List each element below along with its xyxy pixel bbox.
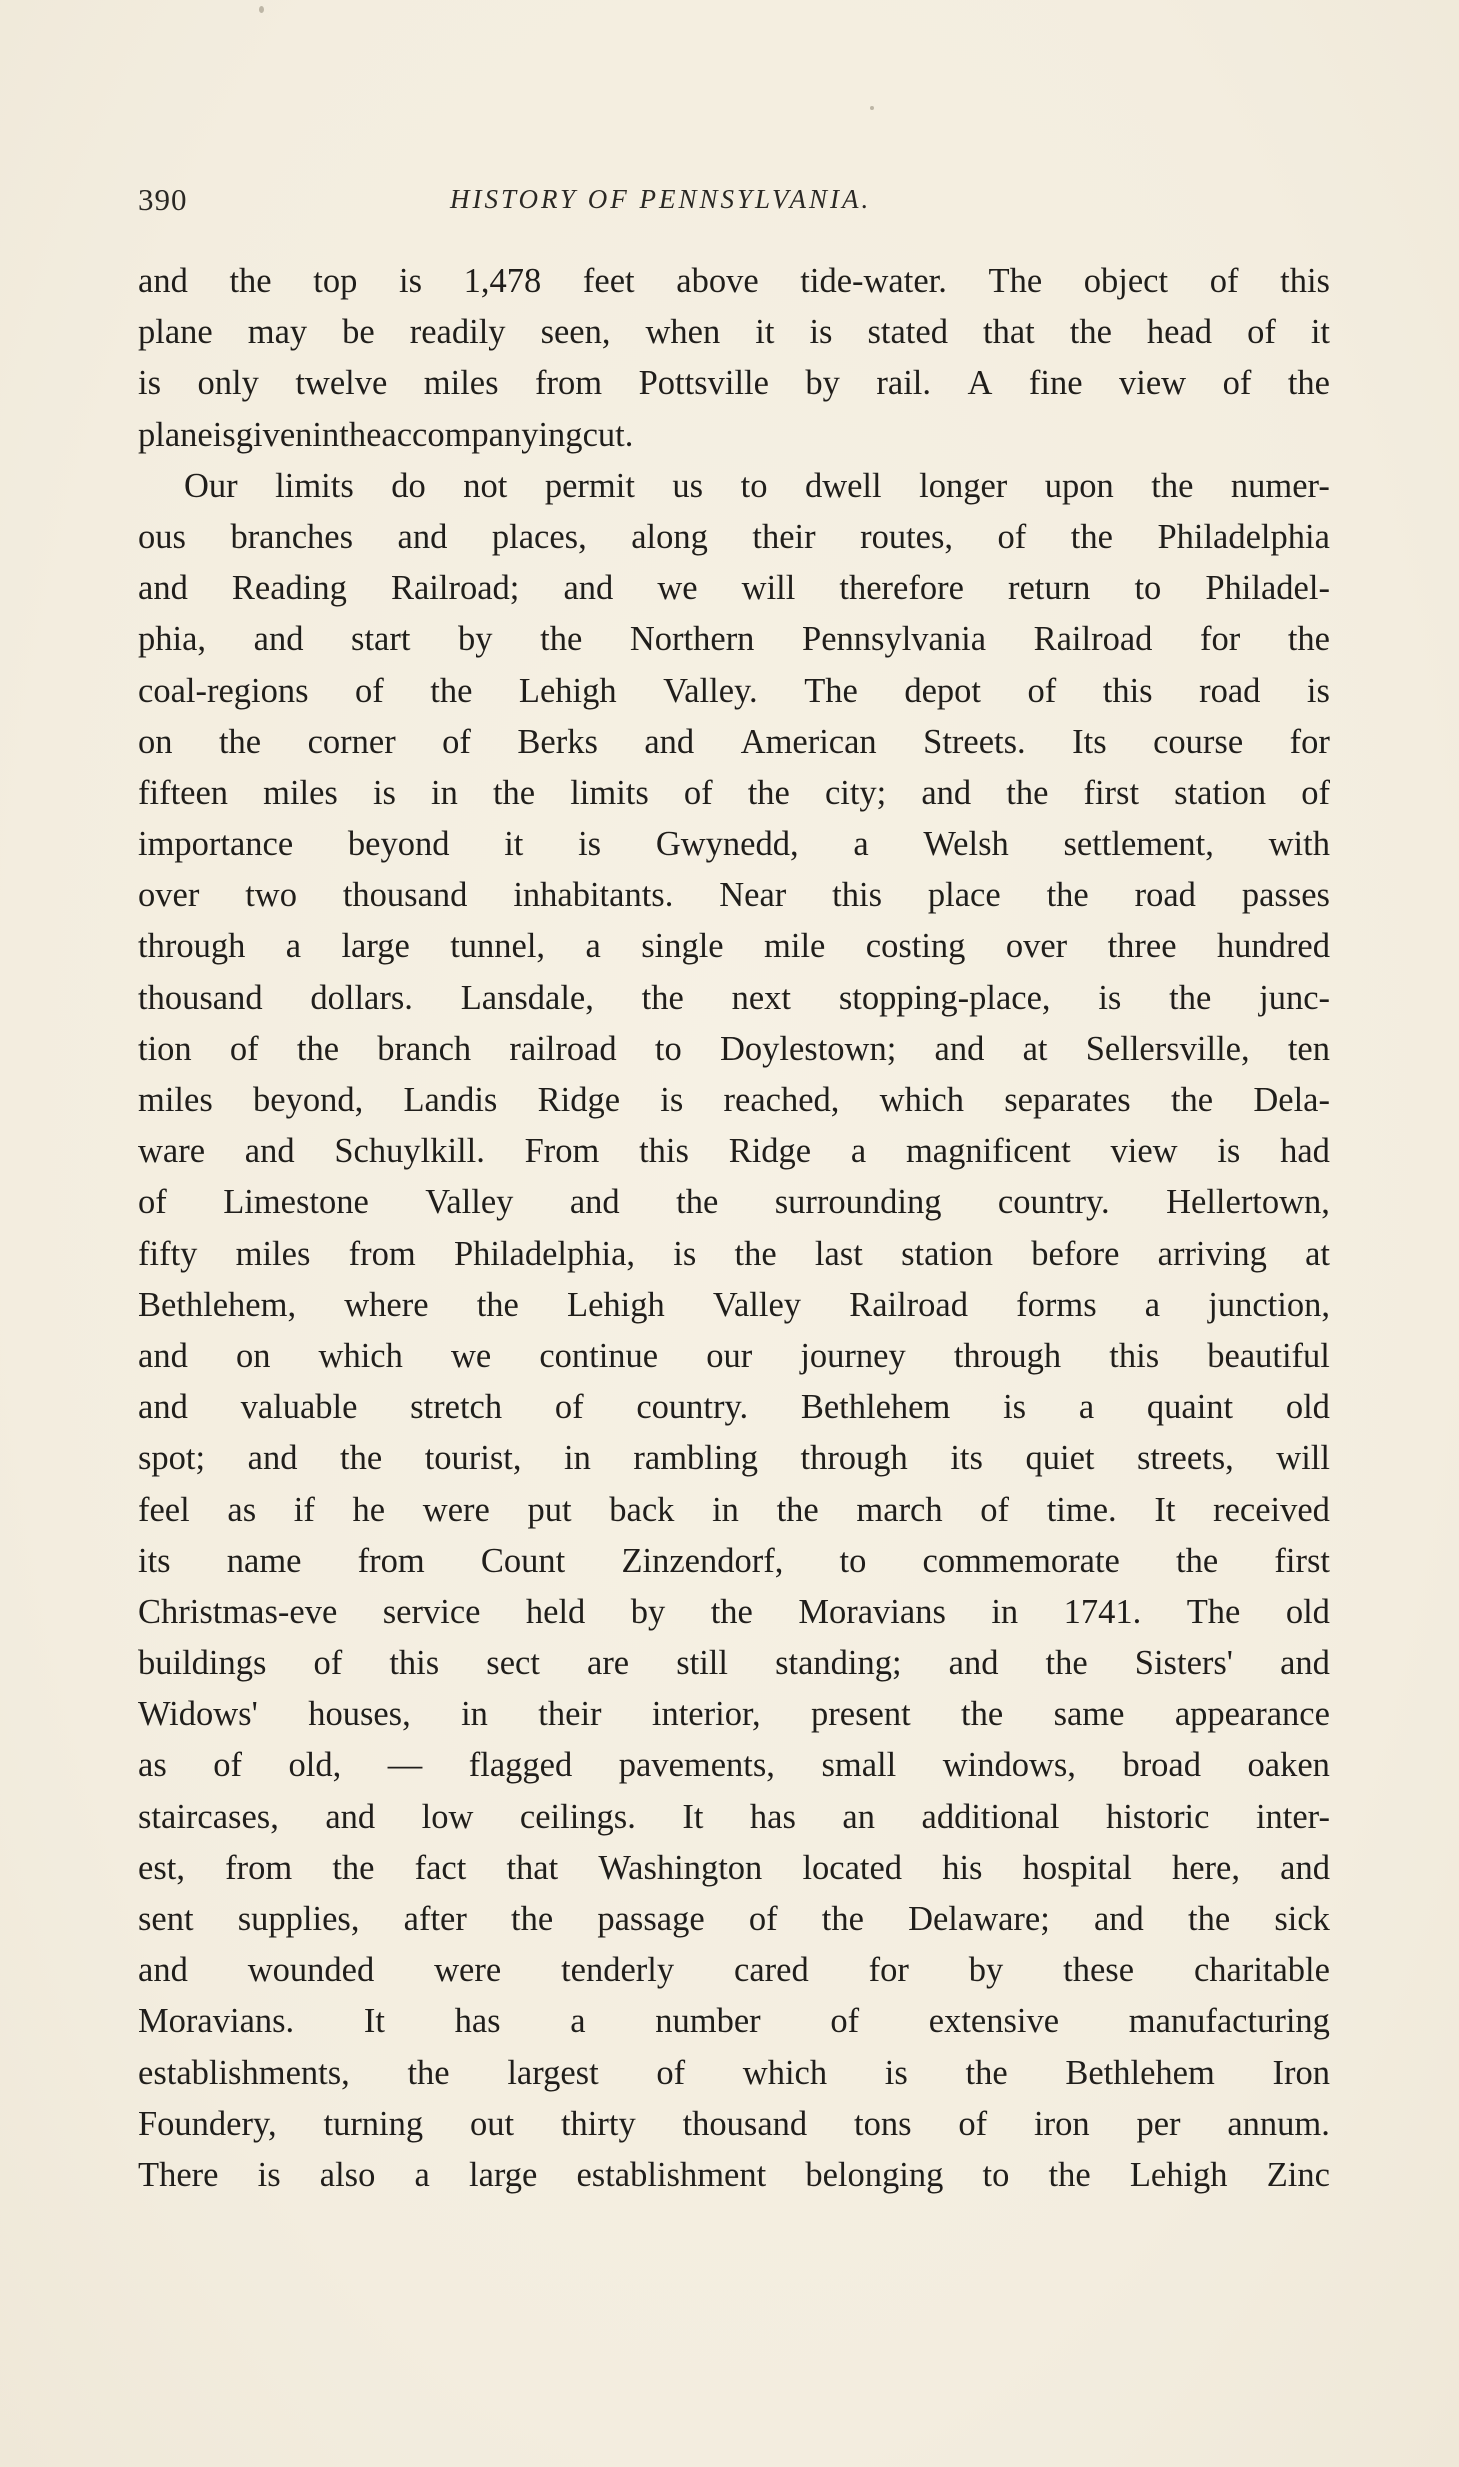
running-title: HISTORY OF PENNSYLVANIA. [450,184,872,214]
text-line: buildings of this sect are still standing; and the Sisters' and [138,1644,1330,1683]
text-line: There is also a large establishment belonging to the Lehigh Zinc [138,2155,1330,2194]
text-line: as of old, — flagged pavements, small windows, broad oaken [138,1746,1330,1785]
running-head [138,182,1330,232]
text-line: is only twelve miles from Pottsville by rail. A fine view of the [138,364,1330,403]
page-number: 390 [138,182,188,217]
text-line: and on which we continue our journey through this beautiful [138,1336,1330,1375]
text-line: thousand dollars. Lansdale, the next stopping-place, is the junc- [138,978,1330,1017]
text-line: fifty miles from Philadelphia, is the last station before arriving at [138,1234,1330,1273]
body-text [138,256,1330,2201]
text-line: on the corner of Berks and American Streets. Its course for [138,722,1330,761]
text-line: Moravians. It has a number of extensive manufacturing [138,2002,1330,2041]
text-line: ous branches and places, along their routes, of the Philadelphia [138,517,1330,556]
text-line: and valuable stretch of country. Bethlehem is a quaint old [138,1388,1330,1427]
text-line: plane may be readily seen, when it is stated that the head of it [138,313,1330,352]
text-line: coal-regions of the Lehigh Valley. The depot of this road is [138,671,1330,710]
text-line: its name from Count Zinzendorf, to commemorate the first [138,1541,1330,1580]
text-line: Our limits do not permit us to dwell longer upon the numer- [184,466,1330,505]
text-line: ware and Schuylkill. From this Ridge a magnificent view is had [138,1132,1330,1171]
text-line: feel as if he were put back in the march of time. It received [138,1490,1330,1529]
text-line: and Reading Railroad; and we will therefore return to Philadel- [138,569,1330,608]
text-line: over two thousand inhabitants. Near this place the road passes [138,876,1330,915]
text-line: through a large tunnel, a single mile costing over three hundred [138,927,1330,966]
text-line: miles beyond, Landis Ridge is reached, which separates the Dela- [138,1081,1330,1119]
paper-speck [259,6,264,13]
text-line: phia, and start by the Northern Pennsylvania Railroad for the [138,620,1330,659]
paper-speck [870,106,874,110]
text-line: importance beyond it is Gwynedd, a Welsh settlement, with [138,825,1330,864]
text-line: establishments, the largest of which is the Bethlehem Iron [138,2053,1330,2092]
text-line: fifteen miles is in the limits of the city; and the first station of [138,773,1330,812]
text-line: and the top is 1,478 feet above tide-water. The object of this [138,262,1330,300]
text-line: of Limestone Valley and the surrounding country. Hellertown, [138,1183,1330,1222]
text-line: spot; and the tourist, in rambling through its quiet streets, will [138,1439,1330,1478]
text-line: sent supplies, after the passage of the Delaware; and the sick [138,1900,1330,1938]
text-line: Christmas-eve service held by the Moravians in 1741. The old [138,1592,1330,1631]
text-line: Foundery, turning out thirty thousand tons of iron per annum. [138,2104,1330,2143]
text-line: Widows' houses, in their interior, present the same appearance [138,1695,1330,1734]
text-line: tion of the branch railroad to Doylestown; and at Sellersville, ten [138,1029,1330,1068]
text-line: plane is given in the accompanying cut. [138,415,634,454]
text-line: staircases, and low ceilings. It has an additional historic inter- [138,1797,1330,1836]
text-line: est, from the fact that Washington located his hospital here, and [138,1848,1330,1887]
text-line: and wounded were tenderly cared for by these charitable [138,1951,1330,1990]
text-line: Bethlehem, where the Lehigh Valley Railroad forms a junction, [138,1285,1330,1324]
